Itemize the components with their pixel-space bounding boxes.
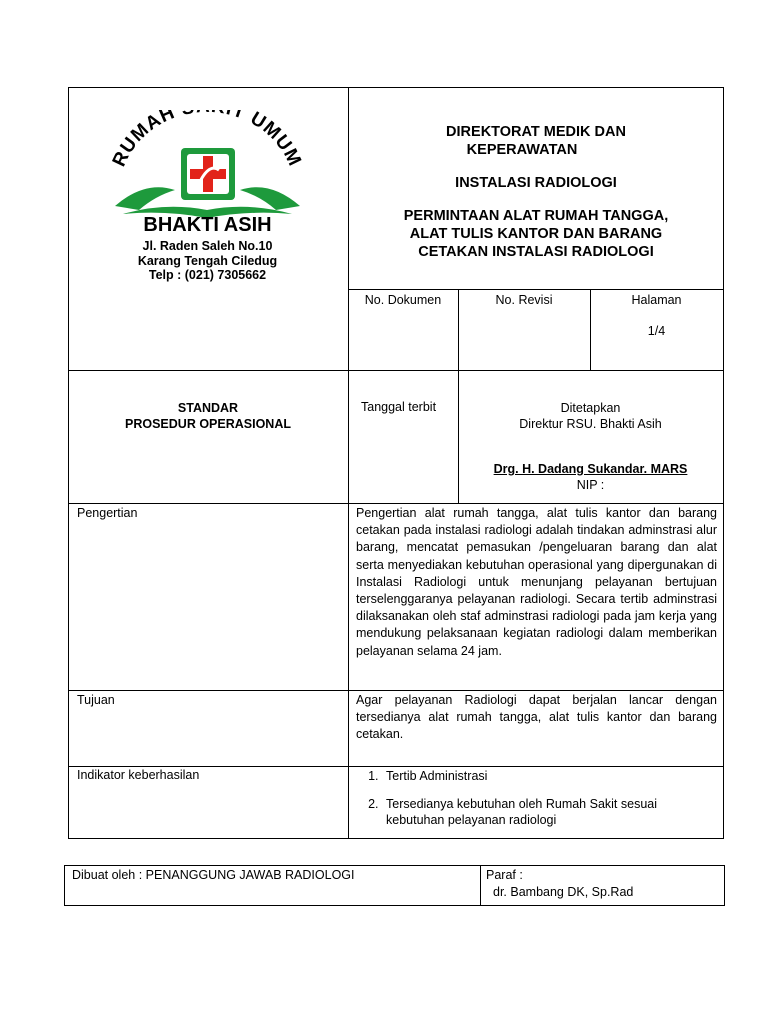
table-divider-main: [348, 87, 349, 839]
logo-hospital-name: BHAKTI ASIH: [143, 214, 272, 236]
table-line-meta-top: [348, 289, 724, 290]
doc-title-line3: CETAKAN INSTALASI RADIOLOGI: [418, 244, 654, 260]
indikator-list: [356, 768, 717, 840]
issue-date-label: Tanggal terbit: [361, 400, 437, 414]
paraf-label: Paraf :: [486, 868, 523, 882]
footer-divider: [480, 865, 481, 906]
header-unit: INSTALASI RADIOLOGI: [455, 175, 617, 191]
table-border-top: [68, 87, 724, 88]
sop-label-line1: STANDAR: [177, 401, 239, 415]
paraf-name: dr. Bambang DK, Sp.Rad: [493, 885, 634, 899]
table-border-left: [68, 87, 69, 839]
logo-address-line2: Karang Tengah Ciledug: [137, 254, 278, 268]
tujuan-text: Agar pelayanan Radiologi dapat berjalan lancar dengan tersedianya alat rumah tangga, alat tulis kantor dan barang cetakan.: [356, 693, 717, 742]
logo-phone: Telp : (021) 7305662: [148, 268, 267, 282]
header-org-line1: DIREKTORAT MEDIK DAN: [446, 124, 626, 140]
nip-label: NIP :: [576, 478, 605, 492]
table-line-tujuan-top: [68, 690, 724, 691]
approver-name: Drg. H. Dadang Sukandar. MARS: [493, 462, 688, 476]
approver-title: Direktur RSU. Bhakti Asih: [519, 417, 662, 431]
page-label: Halaman: [631, 293, 682, 307]
indikator-label: Indikator keberhasilan: [77, 768, 200, 782]
list-item: 1. Tertib Administrasi: [382, 768, 717, 784]
pengertian-label: Pengertian: [77, 506, 138, 520]
header-org-line2: KEPERAWATAN: [466, 142, 578, 158]
doc-title-line2: ALAT TULIS KANTOR DAN BARANG: [409, 226, 663, 242]
table-border-right: [723, 87, 724, 839]
doc-number-label: No. Dokumen: [364, 293, 442, 307]
sop-label-line2: PROSEDUR OPERASIONAL: [125, 417, 291, 431]
approved-label: Ditetapkan: [560, 401, 621, 415]
list-item: 2. Tersedianya kebutuhan oleh Rumah Sakit sesuai kebutuhan pelayanan radiologi: [382, 796, 717, 828]
table-line-pengertian-top: [68, 503, 724, 504]
doc-title-line1: PERMINTAAN ALAT RUMAH TANGGA,: [403, 208, 669, 224]
revision-label: No. Revisi: [495, 293, 553, 307]
made-by-label: Dibuat oleh : PENANGGUNG JAWAB RADIOLOGI: [72, 868, 355, 882]
page-value: 1/4: [647, 324, 666, 338]
svg-text:RUMAH SAKIT UMUM: RUMAH T UMUM: [108, 110, 306, 170]
table-line-sop-top: [68, 370, 724, 371]
logo-address-line1: Jl. Raden Saleh No.10: [142, 239, 273, 253]
pengertian-text: Pengertian alat rumah tangga, alat tulis kantor dan barang cetakan pada instalasi radiologi adalah tindakan adminstrasi alur barang, mencatat pemasukan /pengeluaran barang dan alat serta menyediakan kebutuhan operasional yang dipergunakan di Instalasi Radiologi untuk menunjang pelayanan bertujuan terselenggaranya pelayanan radiologi. Secara tertib adminstrasi dilaksanakan oleh staf adminstrasi radiologi pada jam kerja yang mendukung pelaksanaan kegiatan radiologi dalam memberikan pelayanan selama 24 jam.: [356, 506, 717, 658]
tujuan-label: Tujuan: [77, 693, 115, 707]
